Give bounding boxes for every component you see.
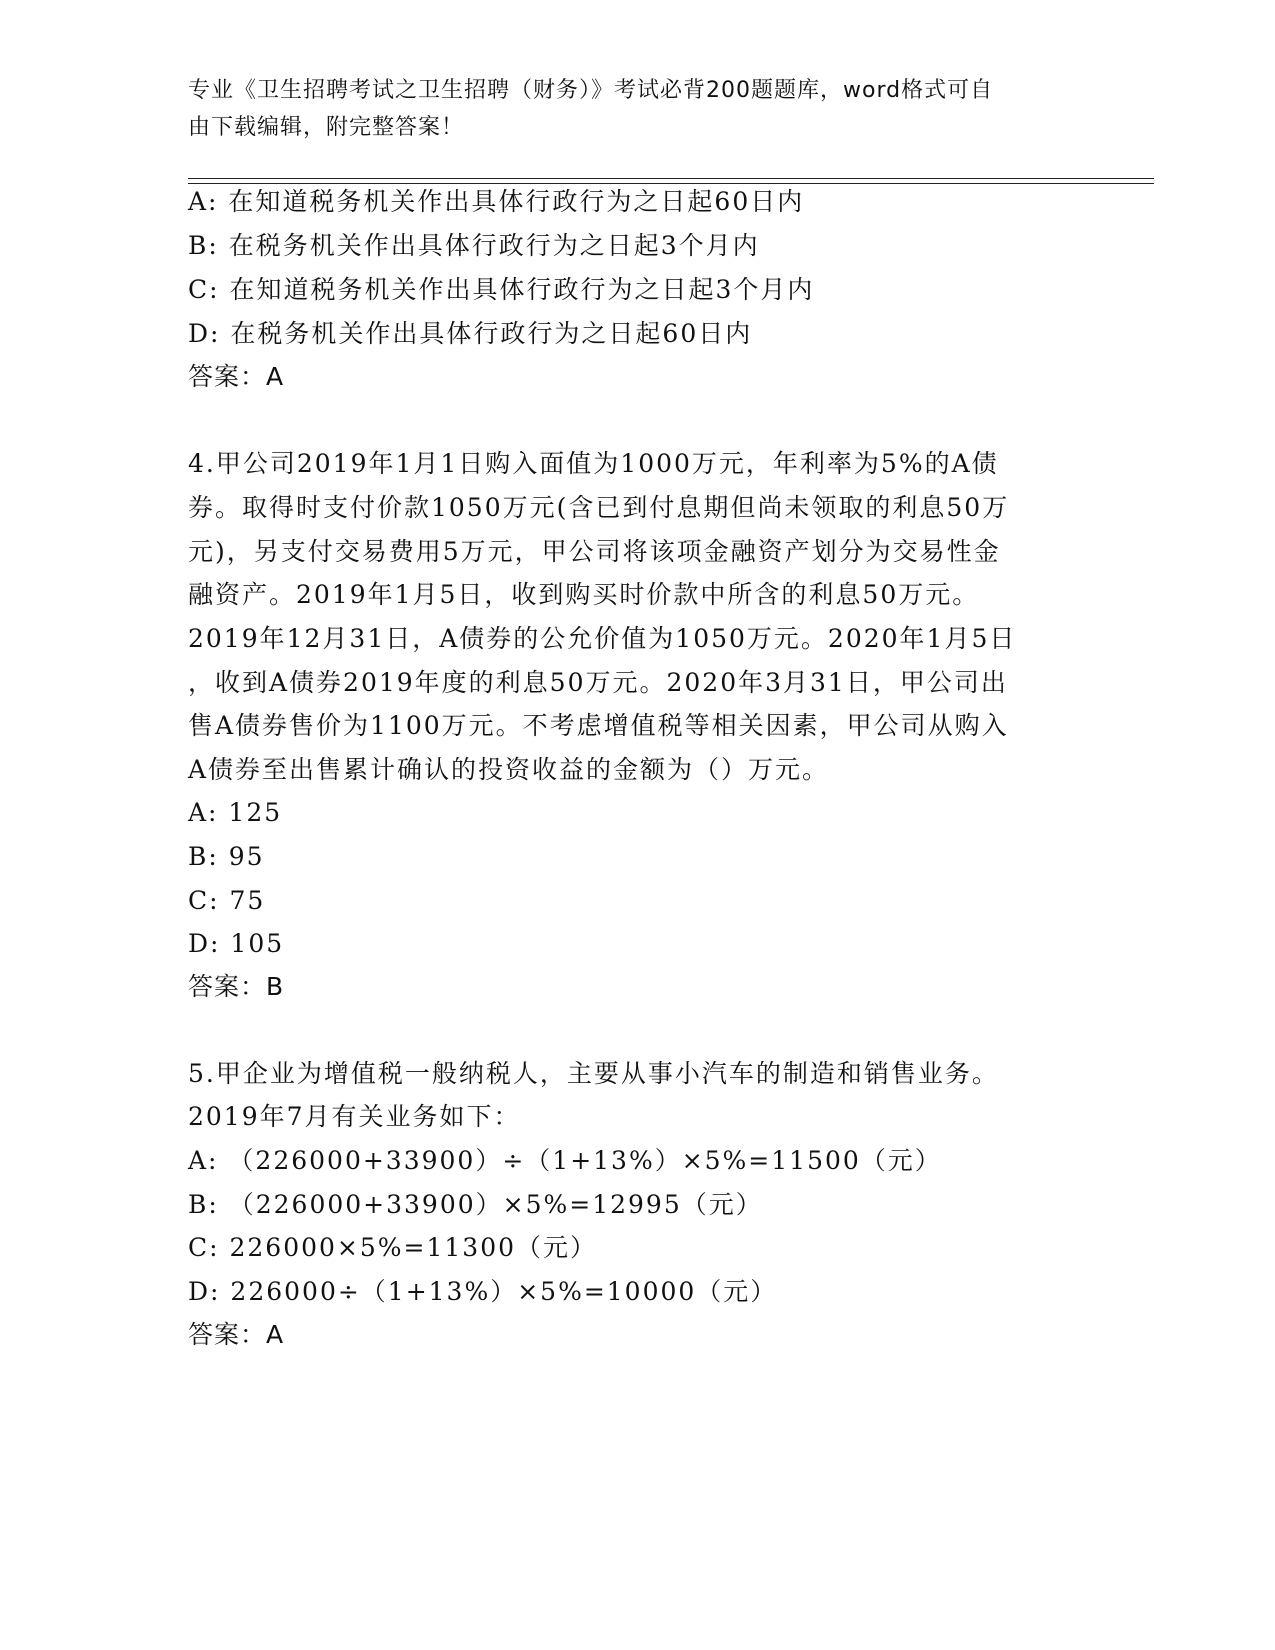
q4-answer: 答案：B [188, 972, 285, 1001]
q3-option-d: D: 在税务机关作出具体行政行为之日起60日内 [188, 319, 753, 348]
q4-text-line-7: 售A债券售价为1100万元。不考虑增值税等相关因素，甲公司从购入 [188, 711, 1009, 740]
q3-option-b: B: 在税务机关作出具体行政行为之日起3个月内 [188, 231, 760, 260]
q4-text-line-4: 融资产。2019年1月5日，收到购买时价款中所含的利息50万元。 [188, 580, 980, 609]
q5-answer: 答案：A [188, 1320, 285, 1349]
q4-text-line-1: 4.甲公司2019年1月1日购入面值为1000万元，年利率为5%的A债 [188, 449, 999, 478]
header-divider-bottom [188, 183, 1154, 184]
q4-text-line-6: ，收到A债券2019年度的利息50万元。2020年3月31日，甲公司出 [188, 668, 1008, 697]
q3-answer: 答案：A [188, 362, 285, 391]
header-divider-top [188, 178, 1154, 179]
q3-option-a: A: 在知道税务机关作出具体行政行为之日起60日内 [188, 187, 805, 216]
header-line-2: 由下载编辑，附完整答案！ [188, 115, 465, 140]
q4-text-line-5: 2019年12月31日，A债券的公允价值为1050万元。2020年1月5日 [188, 624, 1017, 653]
q5-option-c: C: 226000×5%=11300（元） [188, 1233, 598, 1262]
document-header [188, 72, 1068, 146]
q5-option-b: B: （226000+33900）×5%=12995（元） [188, 1190, 763, 1219]
q5-text-line-1: 5.甲企业为增值税一般纳税人，主要从事小汽车的制造和销售业务。 [188, 1059, 999, 1088]
q5-text-line-2: 2019年7月有关业务如下： [188, 1102, 521, 1131]
q4-text-line-8: A债券至出售累计确认的投资收益的金额为（）万元。 [188, 755, 830, 784]
q4-text-line-3: 元)，另支付交易费用5万元，甲公司将该项金融资产划分为交易性金 [188, 537, 1001, 566]
q4-option-c: C: 75 [188, 886, 266, 915]
q4-option-a: A: 125 [188, 798, 283, 827]
q3-option-c: C: 在知道税务机关作出具体行政行为之日起3个月内 [188, 275, 815, 304]
q5-option-a: A: （226000+33900）÷（1+13%）×5%=11500（元） [188, 1146, 942, 1175]
q4-option-d: D: 105 [188, 929, 285, 958]
header-line-1: 专业《卫生招聘考试之卫生招聘（财务）》考试必背200题题库，word格式可自 [188, 78, 994, 103]
q4-text-line-2: 券。取得时支付价款1050万元(含已到付息期但尚未领取的利息50万 [188, 493, 1010, 522]
q4-option-b: B: 95 [188, 842, 265, 871]
q5-option-d: D: 226000÷（1+13%）×5%=10000（元） [188, 1277, 778, 1306]
